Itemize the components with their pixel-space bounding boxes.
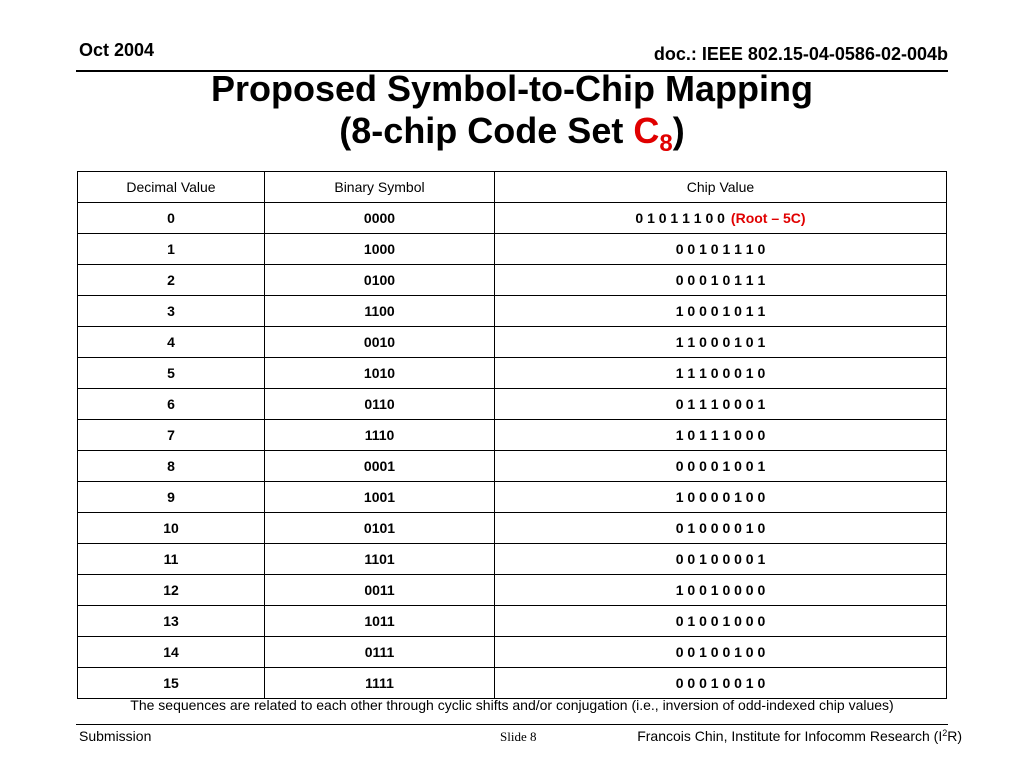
cell-chip-value	[495, 544, 947, 575]
cell-binary-symbol: 1000	[265, 234, 495, 265]
cell-decimal-value: 0	[78, 203, 265, 234]
chip-value-text: 0 1 0 1 1 1 0 0	[635, 210, 725, 226]
header-decimal-value: Decimal Value	[78, 172, 265, 203]
table-header-row	[78, 172, 947, 203]
table-row	[78, 606, 947, 637]
chip-value-text: 0 0 0 0 1 0 0 1	[675, 458, 766, 474]
table-row	[78, 203, 947, 234]
footer-author-sup: 2	[942, 728, 948, 738]
table-row	[78, 451, 947, 482]
footer-rule	[76, 724, 948, 725]
table-row	[78, 389, 947, 420]
table-row	[78, 420, 947, 451]
cell-decimal-value: 2	[78, 265, 265, 296]
table-row	[78, 482, 947, 513]
cell-decimal-value: 8	[78, 451, 265, 482]
cell-chip-value	[495, 327, 947, 358]
cell-chip-value	[495, 234, 947, 265]
cell-decimal-value: 7	[78, 420, 265, 451]
cell-binary-symbol: 1111	[265, 668, 495, 699]
chip-value-text: 1 0 0 0 0 1 0 0	[675, 489, 766, 505]
cell-chip-value	[495, 606, 947, 637]
cell-chip-value	[495, 265, 947, 296]
title-line-2-suffix: )	[672, 110, 685, 151]
cell-decimal-value: 11	[78, 544, 265, 575]
chip-value-text: 1 0 0 1 0 0 0 0	[675, 582, 766, 598]
slide-title	[0, 68, 1024, 157]
cell-chip-value	[495, 420, 947, 451]
symbol-chip-table	[77, 171, 947, 699]
cell-binary-symbol: 0111	[265, 637, 495, 668]
footer-author-suffix: R)	[947, 728, 962, 744]
code-set-symbol	[633, 110, 673, 157]
chip-value-text: 0 1 0 0 1 0 0 0	[675, 613, 766, 629]
chip-value-text: 0 0 0 1 0 1 1 1	[675, 272, 766, 288]
cell-decimal-value: 9	[78, 482, 265, 513]
cell-decimal-value: 6	[78, 389, 265, 420]
cell-chip-value	[495, 389, 947, 420]
cell-chip-value	[495, 358, 947, 389]
chip-value-text: 1 0 0 0 1 0 1 1	[675, 303, 766, 319]
table-row	[78, 544, 947, 575]
cell-binary-symbol: 0110	[265, 389, 495, 420]
chip-value-text: 0 0 1 0 0 0 0 1	[675, 551, 766, 567]
chip-value-text: 0 0 0 1 0 0 1 0	[675, 675, 766, 691]
title-line-2-prefix: (8-chip Code Set	[339, 110, 634, 151]
cell-decimal-value: 14	[78, 637, 265, 668]
chip-value-text: 0 0 1 0 1 1 1 0	[675, 241, 766, 257]
table-row	[78, 358, 947, 389]
cell-chip-value	[495, 575, 947, 606]
code-set-subscript: 8	[659, 130, 673, 157]
chip-value-text: 1 1 0 0 0 1 0 1	[675, 334, 766, 350]
cell-chip-value	[495, 668, 947, 699]
cell-chip-value	[495, 203, 947, 234]
table-row	[78, 637, 947, 668]
table-row	[78, 265, 947, 296]
cell-chip-value	[495, 482, 947, 513]
cell-decimal-value: 4	[78, 327, 265, 358]
cell-chip-value	[495, 637, 947, 668]
chip-value-text: 0 1 0 0 0 0 1 0	[675, 520, 766, 536]
cell-binary-symbol: 1010	[265, 358, 495, 389]
cell-binary-symbol: 0000	[265, 203, 495, 234]
cell-binary-symbol: 1011	[265, 606, 495, 637]
cell-chip-value	[495, 513, 947, 544]
root-note: (Root – 5C)	[730, 210, 806, 226]
table-body	[78, 203, 947, 699]
cell-decimal-value: 13	[78, 606, 265, 637]
cell-decimal-value: 10	[78, 513, 265, 544]
cell-binary-symbol: 0100	[265, 265, 495, 296]
header-binary-symbol: Binary Symbol	[265, 172, 495, 203]
cell-binary-symbol: 1100	[265, 296, 495, 327]
chip-value-text: 0 1 1 1 0 0 0 1	[675, 396, 766, 412]
cell-decimal-value: 12	[78, 575, 265, 606]
code-set-letter: C	[633, 110, 660, 151]
cell-chip-value	[495, 296, 947, 327]
cell-binary-symbol: 0001	[265, 451, 495, 482]
footer-author-prefix: Francois Chin, Institute for Infocomm Research (I	[637, 728, 943, 744]
chip-value-text: 0 0 1 0 0 1 0 0	[675, 644, 766, 660]
footer-author	[637, 728, 962, 744]
title-line-1: Proposed Symbol-to-Chip Mapping	[211, 68, 813, 109]
cell-binary-symbol: 0010	[265, 327, 495, 358]
table-row	[78, 575, 947, 606]
table-row	[78, 513, 947, 544]
header-chip-value: Chip Value	[495, 172, 947, 203]
chip-value-text: 1 1 1 0 0 0 1 0	[675, 365, 766, 381]
title-line-2	[0, 110, 1024, 157]
footnote: The sequences are related to each other through cyclic shifts and/or conjugation (i.e., inversion of odd-indexed chip values)	[130, 697, 894, 713]
cell-decimal-value: 15	[78, 668, 265, 699]
table-row	[78, 234, 947, 265]
cell-decimal-value: 3	[78, 296, 265, 327]
header-doc-id: doc.: IEEE 802.15-04-0586-02-004b	[653, 44, 948, 64]
cell-decimal-value: 5	[78, 358, 265, 389]
table-row	[78, 296, 947, 327]
cell-binary-symbol: 1101	[265, 544, 495, 575]
chip-value-text: 1 0 1 1 1 0 0 0	[675, 427, 766, 443]
header-date: Oct 2004	[79, 40, 155, 60]
cell-binary-symbol: 0011	[265, 575, 495, 606]
cell-binary-symbol: 1001	[265, 482, 495, 513]
footer-submission: Submission	[79, 728, 152, 744]
footer-slide-number: Slide 8	[500, 729, 537, 744]
cell-binary-symbol: 0101	[265, 513, 495, 544]
cell-decimal-value: 1	[78, 234, 265, 265]
table-row	[78, 327, 947, 358]
cell-chip-value	[495, 451, 947, 482]
cell-binary-symbol: 1110	[265, 420, 495, 451]
table-row	[78, 668, 947, 699]
